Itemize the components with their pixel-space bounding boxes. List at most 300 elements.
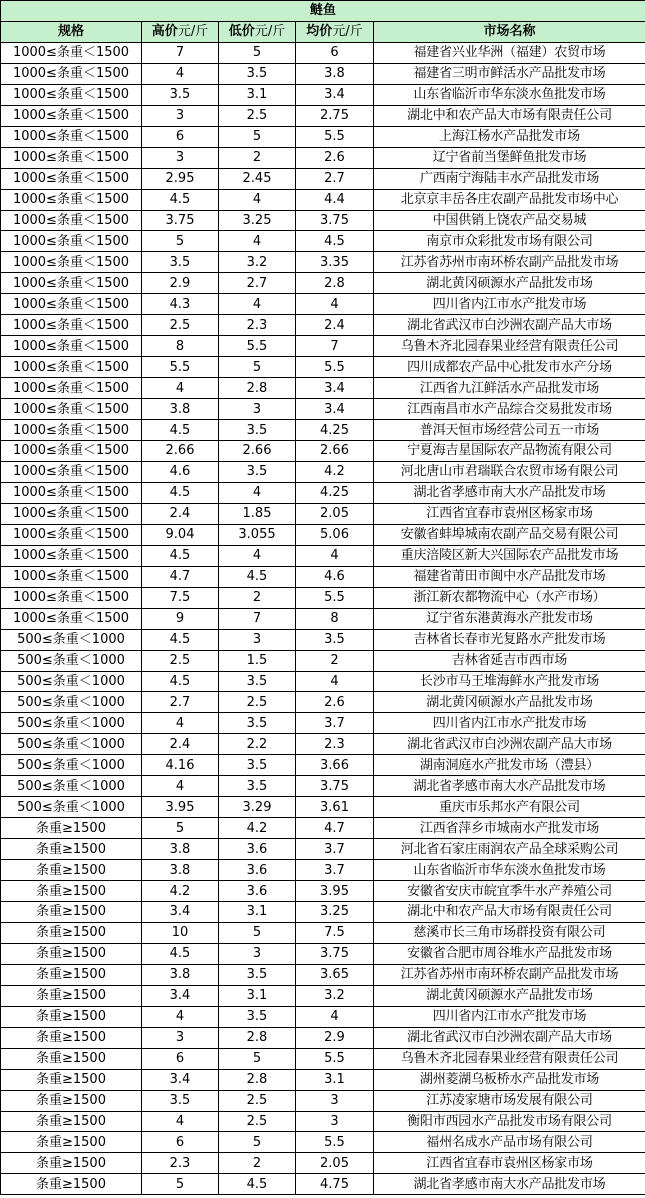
table-row bbox=[1, 629, 645, 650]
table-row bbox=[1, 420, 645, 441]
cell-avg-price: 3.4 bbox=[296, 399, 374, 420]
cell-spec: 1000≤条重＜1500 bbox=[1, 357, 142, 378]
cell-market: 湖北省孝感市南大水产品批发市场 bbox=[374, 482, 645, 503]
table-row bbox=[1, 901, 645, 922]
table-row bbox=[1, 189, 645, 210]
cell-avg-price: 2.7 bbox=[296, 168, 374, 189]
cell-market: 山东省临沂市华东淡水鱼批发市场 bbox=[374, 84, 645, 105]
cell-high-price: 4.5 bbox=[142, 943, 219, 964]
cell-avg-price: 2.66 bbox=[296, 441, 374, 462]
cell-spec: 条重≥1500 bbox=[1, 1153, 142, 1174]
header-row bbox=[1, 21, 645, 42]
cell-spec: 500≤条重＜1000 bbox=[1, 776, 142, 797]
cell-market: 长沙市马王堆海鲜水产批发市场 bbox=[374, 671, 645, 692]
cell-high-price: 3.8 bbox=[142, 839, 219, 860]
cell-spec: 1000≤条重＜1500 bbox=[1, 63, 142, 84]
table-row bbox=[1, 1090, 645, 1111]
cell-avg-price: 5.5 bbox=[296, 126, 374, 147]
cell-high-price: 5.5 bbox=[142, 357, 219, 378]
cell-spec: 条重≥1500 bbox=[1, 964, 142, 985]
cell-low-price: 2.8 bbox=[219, 1027, 296, 1048]
cell-low-price: 3.055 bbox=[219, 524, 296, 545]
cell-market: 湖北省武汉市白沙洲农副产品大市场 bbox=[374, 1027, 645, 1048]
cell-high-price: 4 bbox=[142, 378, 219, 399]
cell-market: 福建省兴业华洲（福建）农贸市场 bbox=[374, 42, 645, 63]
cell-low-price: 4.5 bbox=[219, 1174, 296, 1195]
cell-avg-price: 3.66 bbox=[296, 755, 374, 776]
cell-low-price: 3.1 bbox=[219, 84, 296, 105]
cell-high-price: 3.4 bbox=[142, 985, 219, 1006]
table-row bbox=[1, 692, 645, 713]
cell-market: 吉林省延吉市西市场 bbox=[374, 650, 645, 671]
table-row bbox=[1, 210, 645, 231]
cell-avg-price: 6 bbox=[296, 42, 374, 63]
cell-market: 安徽省蚌埠城南农副产品交易有限公司 bbox=[374, 524, 645, 545]
table-row bbox=[1, 273, 645, 294]
cell-avg-price: 2 bbox=[296, 650, 374, 671]
cell-spec: 500≤条重＜1000 bbox=[1, 692, 142, 713]
table-row bbox=[1, 1027, 645, 1048]
cell-spec: 1000≤条重＜1500 bbox=[1, 587, 142, 608]
cell-high-price: 3.5 bbox=[142, 1090, 219, 1111]
cell-low-price: 2.8 bbox=[219, 1069, 296, 1090]
cell-avg-price: 8 bbox=[296, 608, 374, 629]
cell-spec: 1000≤条重＜1500 bbox=[1, 273, 142, 294]
cell-avg-price: 3 bbox=[296, 1111, 374, 1132]
cell-spec: 1000≤条重＜1500 bbox=[1, 210, 142, 231]
cell-market: 江西省宜春市袁州区杨家市场 bbox=[374, 503, 645, 524]
cell-spec: 条重≥1500 bbox=[1, 1132, 142, 1153]
cell-spec: 条重≥1500 bbox=[1, 985, 142, 1006]
cell-spec: 1000≤条重＜1500 bbox=[1, 441, 142, 462]
table-row bbox=[1, 147, 645, 168]
cell-low-price: 5 bbox=[219, 1048, 296, 1069]
table-row bbox=[1, 881, 645, 902]
cell-market: 湖南洞庭水产批发市场（澧县） bbox=[374, 755, 645, 776]
cell-avg-price: 4 bbox=[296, 1006, 374, 1027]
cell-avg-price: 4.75 bbox=[296, 1174, 374, 1195]
cell-high-price: 8 bbox=[142, 336, 219, 357]
cell-low-price: 3.5 bbox=[219, 713, 296, 734]
cell-spec: 500≤条重＜1000 bbox=[1, 734, 142, 755]
table-row bbox=[1, 294, 645, 315]
cell-spec: 1000≤条重＜1500 bbox=[1, 84, 142, 105]
cell-spec: 1000≤条重＜1500 bbox=[1, 461, 142, 482]
cell-avg-price: 2.6 bbox=[296, 147, 374, 168]
cell-high-price: 10 bbox=[142, 922, 219, 943]
table-row bbox=[1, 168, 645, 189]
cell-low-price: 3.5 bbox=[219, 776, 296, 797]
table-row bbox=[1, 524, 645, 545]
cell-market: 四川省内江市水产批发市场 bbox=[374, 1006, 645, 1027]
table-row bbox=[1, 608, 645, 629]
cell-high-price: 5 bbox=[142, 1174, 219, 1195]
cell-market: 江西省萍乡市城南水产批发市场 bbox=[374, 818, 645, 839]
cell-low-price: 3.6 bbox=[219, 839, 296, 860]
cell-spec: 1000≤条重＜1500 bbox=[1, 399, 142, 420]
cell-market: 江苏凌家塘市场发展有限公司 bbox=[374, 1090, 645, 1111]
cell-avg-price: 5.06 bbox=[296, 524, 374, 545]
cell-spec: 条重≥1500 bbox=[1, 1006, 142, 1027]
header-high-label: 高价 bbox=[151, 24, 178, 40]
cell-low-price: 4.2 bbox=[219, 818, 296, 839]
cell-spec: 500≤条重＜1000 bbox=[1, 650, 142, 671]
cell-market: 湖北中和农产品大市场有限责任公司 bbox=[374, 105, 645, 126]
cell-market: 辽宁省东港黄海水产批发市场 bbox=[374, 608, 645, 629]
cell-avg-price: 5.5 bbox=[296, 357, 374, 378]
cell-low-price: 2.3 bbox=[219, 315, 296, 336]
header-low-unit: 元/斤 bbox=[254, 24, 286, 40]
table-row bbox=[1, 734, 645, 755]
cell-avg-price: 2.8 bbox=[296, 273, 374, 294]
cell-low-price: 3.5 bbox=[219, 63, 296, 84]
cell-high-price: 4.2 bbox=[142, 881, 219, 902]
cell-market: 江西省宜春市袁州区杨家市场 bbox=[374, 1153, 645, 1174]
cell-avg-price: 4.7 bbox=[296, 818, 374, 839]
table-row bbox=[1, 1006, 645, 1027]
cell-market: 上海江杨水产品批发市场 bbox=[374, 126, 645, 147]
cell-spec: 1000≤条重＜1500 bbox=[1, 231, 142, 252]
table-row bbox=[1, 1132, 645, 1153]
cell-high-price: 4 bbox=[142, 776, 219, 797]
cell-avg-price: 2.6 bbox=[296, 692, 374, 713]
cell-spec: 1000≤条重＜1500 bbox=[1, 189, 142, 210]
cell-spec: 条重≥1500 bbox=[1, 1111, 142, 1132]
cell-market: 安徽省合肥市周谷堆水产品批发市场 bbox=[374, 943, 645, 964]
cell-spec: 条重≥1500 bbox=[1, 1048, 142, 1069]
table-row bbox=[1, 713, 645, 734]
cell-high-price: 3.8 bbox=[142, 860, 219, 881]
cell-spec: 1000≤条重＜1500 bbox=[1, 378, 142, 399]
cell-market: 湖北省孝感市南大水产品批发市场 bbox=[374, 776, 645, 797]
cell-spec: 1000≤条重＜1500 bbox=[1, 105, 142, 126]
cell-avg-price: 3.1 bbox=[296, 1069, 374, 1090]
cell-avg-price: 3.2 bbox=[296, 985, 374, 1006]
cell-avg-price: 2.4 bbox=[296, 315, 374, 336]
cell-avg-price: 4.2 bbox=[296, 461, 374, 482]
cell-high-price: 4.3 bbox=[142, 294, 219, 315]
cell-avg-price: 3.95 bbox=[296, 881, 374, 902]
header-avg bbox=[296, 21, 374, 42]
cell-spec: 500≤条重＜1000 bbox=[1, 671, 142, 692]
table-row bbox=[1, 964, 645, 985]
cell-market: 宁夏海吉星国际农产品物流有限公司 bbox=[374, 441, 645, 462]
cell-high-price: 2.7 bbox=[142, 692, 219, 713]
cell-low-price: 3.25 bbox=[219, 210, 296, 231]
cell-high-price: 2.4 bbox=[142, 734, 219, 755]
cell-avg-price: 4 bbox=[296, 294, 374, 315]
cell-market: 湖北黄冈硕源水产品批发市场 bbox=[374, 692, 645, 713]
cell-high-price: 6 bbox=[142, 126, 219, 147]
cell-high-price: 4.16 bbox=[142, 755, 219, 776]
cell-high-price: 3.4 bbox=[142, 901, 219, 922]
cell-avg-price: 3.4 bbox=[296, 378, 374, 399]
cell-avg-price: 2.05 bbox=[296, 503, 374, 524]
cell-low-price: 3.5 bbox=[219, 420, 296, 441]
cell-avg-price: 7.5 bbox=[296, 922, 374, 943]
cell-spec: 1000≤条重＜1500 bbox=[1, 42, 142, 63]
table-row bbox=[1, 587, 645, 608]
cell-market: 慈溪市长三角市场群投资有限公司 bbox=[374, 922, 645, 943]
cell-low-price: 3.6 bbox=[219, 881, 296, 902]
cell-low-price: 4 bbox=[219, 231, 296, 252]
table-row bbox=[1, 755, 645, 776]
cell-high-price: 2.66 bbox=[142, 441, 219, 462]
cell-high-price: 3.8 bbox=[142, 964, 219, 985]
header-low-label: 低价 bbox=[228, 24, 255, 40]
table-title: 鲢鱼 bbox=[1, 1, 645, 22]
header-spec: 规格 bbox=[1, 21, 142, 42]
table-row bbox=[1, 231, 645, 252]
cell-spec: 1000≤条重＜1500 bbox=[1, 147, 142, 168]
table-row bbox=[1, 482, 645, 503]
table-row bbox=[1, 1048, 645, 1069]
cell-avg-price: 4.25 bbox=[296, 482, 374, 503]
cell-spec: 500≤条重＜1000 bbox=[1, 755, 142, 776]
cell-market: 南京市众彩批发市场有限公司 bbox=[374, 231, 645, 252]
cell-spec: 条重≥1500 bbox=[1, 901, 142, 922]
cell-low-price: 1.5 bbox=[219, 650, 296, 671]
cell-market: 福建省三明市鲜活水产品批发市场 bbox=[374, 63, 645, 84]
cell-avg-price: 3.4 bbox=[296, 84, 374, 105]
table-row bbox=[1, 839, 645, 860]
cell-low-price: 4 bbox=[219, 189, 296, 210]
table-row bbox=[1, 42, 645, 63]
header-avg-label: 均价 bbox=[306, 24, 333, 40]
table-row bbox=[1, 545, 645, 566]
table-row bbox=[1, 776, 645, 797]
cell-spec: 条重≥1500 bbox=[1, 1174, 142, 1195]
cell-avg-price: 3.7 bbox=[296, 839, 374, 860]
title-row bbox=[1, 1, 645, 22]
cell-avg-price: 3.75 bbox=[296, 943, 374, 964]
cell-avg-price: 7 bbox=[296, 336, 374, 357]
cell-avg-price: 4 bbox=[296, 545, 374, 566]
cell-avg-price: 3.7 bbox=[296, 860, 374, 881]
cell-high-price: 2.95 bbox=[142, 168, 219, 189]
cell-market: 湖北省武汉市白沙洲农副产品大市场 bbox=[374, 315, 645, 336]
cell-low-price: 7 bbox=[219, 608, 296, 629]
cell-low-price: 2.5 bbox=[219, 1090, 296, 1111]
cell-spec: 1000≤条重＜1500 bbox=[1, 336, 142, 357]
cell-spec: 条重≥1500 bbox=[1, 1069, 142, 1090]
cell-low-price: 4.5 bbox=[219, 566, 296, 587]
cell-high-price: 2.9 bbox=[142, 273, 219, 294]
table-row bbox=[1, 252, 645, 273]
cell-market: 浙江新农都物流中心（水产市场） bbox=[374, 587, 645, 608]
cell-market: 四川省内江市水产批发市场 bbox=[374, 713, 645, 734]
cell-market: 乌鲁木齐北园春果业经营有限责任公司 bbox=[374, 336, 645, 357]
cell-low-price: 5.5 bbox=[219, 336, 296, 357]
cell-market: 乌鲁木齐北园春果业经营有限责任公司 bbox=[374, 1048, 645, 1069]
cell-high-price: 6 bbox=[142, 1048, 219, 1069]
cell-high-price: 4 bbox=[142, 63, 219, 84]
cell-avg-price: 5.5 bbox=[296, 587, 374, 608]
cell-avg-price: 5.5 bbox=[296, 1048, 374, 1069]
cell-low-price: 2.66 bbox=[219, 441, 296, 462]
table-row bbox=[1, 671, 645, 692]
table-row bbox=[1, 63, 645, 84]
cell-high-price: 3.5 bbox=[142, 252, 219, 273]
cell-avg-price: 3.61 bbox=[296, 797, 374, 818]
cell-high-price: 4.5 bbox=[142, 671, 219, 692]
cell-low-price: 5 bbox=[219, 357, 296, 378]
header-market: 市场名称 bbox=[374, 21, 645, 42]
cell-market: 江苏省苏州市南环桥农副产品批发市场 bbox=[374, 964, 645, 985]
cell-low-price: 4 bbox=[219, 294, 296, 315]
table-row bbox=[1, 943, 645, 964]
cell-market: 四川省内江市水产批发市场 bbox=[374, 294, 645, 315]
cell-low-price: 2 bbox=[219, 587, 296, 608]
cell-low-price: 4 bbox=[219, 545, 296, 566]
cell-spec: 1000≤条重＜1500 bbox=[1, 545, 142, 566]
cell-spec: 1000≤条重＜1500 bbox=[1, 566, 142, 587]
cell-high-price: 4.5 bbox=[142, 482, 219, 503]
cell-high-price: 4.5 bbox=[142, 629, 219, 650]
cell-market: 广西南宁海陆丰水产品批发市场 bbox=[374, 168, 645, 189]
cell-spec: 条重≥1500 bbox=[1, 881, 142, 902]
cell-high-price: 5 bbox=[142, 818, 219, 839]
cell-high-price: 5 bbox=[142, 231, 219, 252]
table-row bbox=[1, 922, 645, 943]
cell-spec: 1000≤条重＜1500 bbox=[1, 294, 142, 315]
cell-market: 江西南昌市水产品综合交易批发市场 bbox=[374, 399, 645, 420]
cell-high-price: 9 bbox=[142, 608, 219, 629]
cell-avg-price: 3.5 bbox=[296, 629, 374, 650]
table-row bbox=[1, 985, 645, 1006]
cell-avg-price: 3.7 bbox=[296, 713, 374, 734]
table-row bbox=[1, 378, 645, 399]
cell-high-price: 4 bbox=[142, 713, 219, 734]
cell-market: 河北省石家庄雨润农产品全球采购公司 bbox=[374, 839, 645, 860]
cell-spec: 500≤条重＜1000 bbox=[1, 797, 142, 818]
cell-high-price: 7 bbox=[142, 42, 219, 63]
cell-high-price: 2.3 bbox=[142, 1153, 219, 1174]
cell-market: 衡阳市西园水产品批发市场有限公司 bbox=[374, 1111, 645, 1132]
cell-market: 福州名成水产品市场有限公司 bbox=[374, 1132, 645, 1153]
cell-market: 山东省临沂市华东淡水鱼批发市场 bbox=[374, 860, 645, 881]
cell-market: 中国供销上饶农产品交易城 bbox=[374, 210, 645, 231]
table-row bbox=[1, 1174, 645, 1195]
cell-high-price: 9.04 bbox=[142, 524, 219, 545]
cell-low-price: 3.1 bbox=[219, 985, 296, 1006]
header-high-unit: 元/斤 bbox=[177, 24, 209, 40]
cell-high-price: 4.5 bbox=[142, 545, 219, 566]
cell-high-price: 3.5 bbox=[142, 84, 219, 105]
cell-market: 吉林省长春市光复路水产批发市场 bbox=[374, 629, 645, 650]
cell-low-price: 3.5 bbox=[219, 755, 296, 776]
cell-low-price: 3.6 bbox=[219, 860, 296, 881]
cell-low-price: 4 bbox=[219, 482, 296, 503]
cell-high-price: 2.5 bbox=[142, 650, 219, 671]
cell-low-price: 2.8 bbox=[219, 378, 296, 399]
cell-high-price: 3.95 bbox=[142, 797, 219, 818]
cell-spec: 500≤条重＜1000 bbox=[1, 713, 142, 734]
cell-low-price: 3 bbox=[219, 399, 296, 420]
cell-high-price: 3 bbox=[142, 1027, 219, 1048]
cell-low-price: 5 bbox=[219, 42, 296, 63]
cell-market: 安徽省安庆市皖宜季牛水产养殖公司 bbox=[374, 881, 645, 902]
table-row bbox=[1, 503, 645, 524]
cell-avg-price: 3.65 bbox=[296, 964, 374, 985]
cell-high-price: 3 bbox=[142, 105, 219, 126]
cell-low-price: 3.29 bbox=[219, 797, 296, 818]
cell-low-price: 2.45 bbox=[219, 168, 296, 189]
cell-avg-price: 3.8 bbox=[296, 63, 374, 84]
cell-low-price: 3 bbox=[219, 629, 296, 650]
table-row bbox=[1, 818, 645, 839]
cell-low-price: 3.5 bbox=[219, 461, 296, 482]
cell-market: 辽宁省前当堡鲜鱼批发市场 bbox=[374, 147, 645, 168]
cell-spec: 条重≥1500 bbox=[1, 1027, 142, 1048]
cell-low-price: 3.5 bbox=[219, 964, 296, 985]
cell-avg-price: 2.75 bbox=[296, 105, 374, 126]
header-low bbox=[219, 21, 296, 42]
cell-low-price: 2.2 bbox=[219, 734, 296, 755]
cell-low-price: 3.2 bbox=[219, 252, 296, 273]
table-row bbox=[1, 357, 645, 378]
cell-avg-price: 4.6 bbox=[296, 566, 374, 587]
cell-market: 江西省九江鲜活水产品批发市场 bbox=[374, 378, 645, 399]
cell-spec: 1000≤条重＜1500 bbox=[1, 252, 142, 273]
cell-market: 北京京丰岳各庄农副产品批发市场中心 bbox=[374, 189, 645, 210]
table-row bbox=[1, 1111, 645, 1132]
cell-spec: 条重≥1500 bbox=[1, 860, 142, 881]
cell-spec: 条重≥1500 bbox=[1, 943, 142, 964]
cell-avg-price: 5.5 bbox=[296, 1132, 374, 1153]
cell-spec: 条重≥1500 bbox=[1, 839, 142, 860]
cell-market: 湖北黄冈硕源水产品批发市场 bbox=[374, 985, 645, 1006]
cell-spec: 500≤条重＜1000 bbox=[1, 629, 142, 650]
cell-low-price: 5 bbox=[219, 126, 296, 147]
cell-market: 湖北省孝感市南大水产品批发市场 bbox=[374, 1174, 645, 1195]
cell-low-price: 2.7 bbox=[219, 273, 296, 294]
cell-market: 福建省莆田市闽中水产品批发市场 bbox=[374, 566, 645, 587]
cell-high-price: 3.75 bbox=[142, 210, 219, 231]
table-row bbox=[1, 650, 645, 671]
cell-market: 湖北省武汉市白沙洲农副产品大市场 bbox=[374, 734, 645, 755]
cell-low-price: 2 bbox=[219, 1153, 296, 1174]
cell-low-price: 1.85 bbox=[219, 503, 296, 524]
cell-market: 四川成都农产品中心批发市水产分场 bbox=[374, 357, 645, 378]
cell-high-price: 2.5 bbox=[142, 315, 219, 336]
cell-market: 湖北中和农产品大市场有限责任公司 bbox=[374, 901, 645, 922]
table-row bbox=[1, 84, 645, 105]
cell-avg-price: 2.05 bbox=[296, 1153, 374, 1174]
cell-spec: 条重≥1500 bbox=[1, 1090, 142, 1111]
cell-low-price: 2.5 bbox=[219, 105, 296, 126]
cell-avg-price: 2.3 bbox=[296, 734, 374, 755]
cell-market: 江苏省苏州市南环桥农副产品批发市场 bbox=[374, 252, 645, 273]
cell-high-price: 4.7 bbox=[142, 566, 219, 587]
cell-spec: 1000≤条重＜1500 bbox=[1, 503, 142, 524]
header-high bbox=[142, 21, 219, 42]
table-row bbox=[1, 566, 645, 587]
cell-avg-price: 3.75 bbox=[296, 210, 374, 231]
header-avg-unit: 元/斤 bbox=[332, 24, 363, 40]
cell-spec: 1000≤条重＜1500 bbox=[1, 168, 142, 189]
table-body bbox=[1, 1, 645, 1195]
cell-low-price: 5 bbox=[219, 922, 296, 943]
cell-high-price: 7.5 bbox=[142, 587, 219, 608]
cell-low-price: 2 bbox=[219, 147, 296, 168]
cell-high-price: 4.6 bbox=[142, 461, 219, 482]
cell-market: 重庆涪陵区新大兴国际农产品批发市场 bbox=[374, 545, 645, 566]
cell-low-price: 2.5 bbox=[219, 1111, 296, 1132]
cell-spec: 1000≤条重＜1500 bbox=[1, 524, 142, 545]
cell-market: 普洱天恒市场经营公司五一市场 bbox=[374, 420, 645, 441]
cell-avg-price: 4.4 bbox=[296, 189, 374, 210]
